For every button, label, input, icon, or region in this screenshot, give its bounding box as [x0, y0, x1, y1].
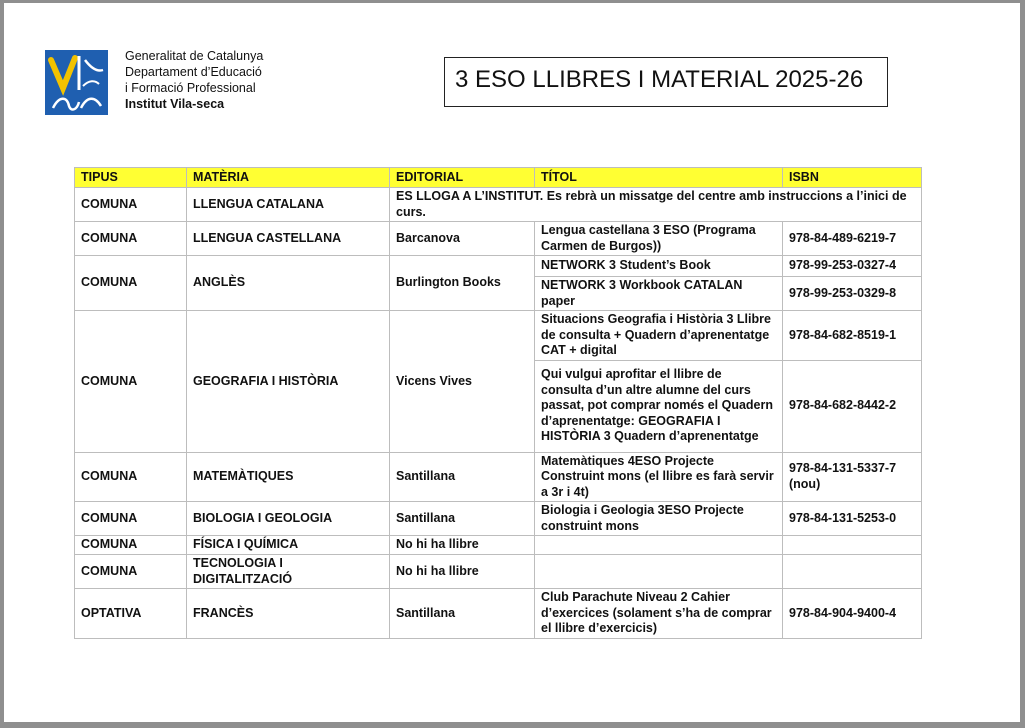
cell-materia: TECNOLOGIA I DIGITALITZACIÓ	[187, 555, 390, 589]
cell-editorial: Burlington Books	[390, 256, 535, 311]
cell-tipus: COMUNA	[75, 555, 187, 589]
column-header-materia: MATÈRIA	[187, 168, 390, 188]
cell-isbn	[783, 536, 922, 555]
cell-isbn: 978-99-253-0327-4	[783, 256, 922, 277]
cell-isbn: 978-84-131-5253-0	[783, 502, 922, 536]
table-row	[75, 311, 922, 361]
cell-titol: Matemàtiques 4ESO Projecte Construint mons (el llibre es farà servir a 3r i 4t)	[535, 452, 783, 502]
cell-isbn: 978-84-489-6219-7	[783, 222, 922, 256]
cell-isbn: 978-84-682-8442-2	[783, 360, 922, 452]
cell-materia: FRANCÈS	[187, 589, 390, 639]
column-header-isbn: ISBN	[783, 168, 922, 188]
vila-seca-logo-icon	[45, 50, 108, 115]
cell-isbn: 978-84-682-8519-1	[783, 311, 922, 361]
cell-titol: Biologia i Geologia 3ESO Projecte construint mons	[535, 502, 783, 536]
column-header-tipus: TIPUS	[75, 168, 187, 188]
cell-editorial: Santillana	[390, 589, 535, 639]
document-title: 3 ESO LLIBRES I MATERIAL 2025-26	[455, 66, 864, 93]
cell-tipus: COMUNA	[75, 536, 187, 555]
cell-titol: Situacions Geografia i Història 3 Llibre de consulta + Quadern d’aprenentatge CAT + digital	[535, 311, 783, 361]
cell-isbn: 978-84-131-5337-7 (nou)	[783, 452, 922, 502]
cell-isbn	[783, 555, 922, 589]
organization-block	[125, 48, 263, 112]
table-row	[75, 536, 922, 555]
cell-tipus: COMUNA	[75, 311, 187, 453]
cell-tipus: COMUNA	[75, 222, 187, 256]
cell-titol: Qui vulgui aprofitar el llibre de consulta d’un altre alumne del curs passat, pot comprar només el Quadern d’aprenentatge: GEOGRAFIA I HISTÒRIA 3 Quadern d’aprenentatge	[535, 360, 783, 452]
cell-tipus: COMUNA	[75, 188, 187, 222]
org-line-institut: Institut Vila-seca	[125, 97, 225, 111]
cell-materia: FÍSICA I QUÍMICA	[187, 536, 390, 555]
table-row	[75, 256, 922, 277]
cell-isbn: 978-84-904-9400-4	[783, 589, 922, 639]
cell-titol: Club Parachute Niveau 2 Cahier d’exercices (solament s’ha de comprar el llibre d’exercicis)	[535, 589, 783, 639]
cell-tipus: COMUNA	[75, 452, 187, 502]
org-line-formacio: i Formació Professional	[125, 81, 256, 95]
cell-materia: LLENGUA CATALANA	[187, 188, 390, 222]
cell-titol	[535, 555, 783, 589]
cell-editorial: No hi ha llibre	[390, 555, 535, 589]
institut-logo-icon	[45, 50, 108, 115]
table-row	[75, 555, 922, 589]
cell-materia: GEOGRAFIA I HISTÒRIA	[187, 311, 390, 453]
org-line-generalitat: Generalitat de Catalunya	[125, 49, 264, 63]
table-row	[75, 222, 922, 256]
books-table	[74, 167, 922, 639]
cell-materia: BIOLOGIA I GEOLOGIA	[187, 502, 390, 536]
cell-titol	[535, 536, 783, 555]
table-row	[75, 188, 922, 222]
table-row	[75, 589, 922, 639]
column-header-editorial: EDITORIAL	[390, 168, 535, 188]
cell-note: ES LLOGA A L’INSTITUT. Es rebrà un missatge del centre amb instruccions a l’inici de curs.	[390, 188, 922, 222]
table-header-row	[75, 168, 922, 188]
cell-editorial: Vicens Vives	[390, 311, 535, 453]
cell-editorial: Barcanova	[390, 222, 535, 256]
cell-titol: NETWORK 3 Workbook CATALAN paper	[535, 277, 783, 311]
cell-titol: NETWORK 3 Student’s Book	[535, 256, 783, 277]
cell-materia: MATEMÀTIQUES	[187, 452, 390, 502]
cell-tipus: OPTATIVA	[75, 589, 187, 639]
table-row	[75, 452, 922, 502]
cell-tipus: COMUNA	[75, 256, 187, 311]
column-header-titol: TÍTOL	[535, 168, 783, 188]
cell-titol: Lengua castellana 3 ESO (Programa Carmen de Burgos))	[535, 222, 783, 256]
cell-editorial: Santillana	[390, 452, 535, 502]
cell-materia: LLENGUA CASTELLANA	[187, 222, 390, 256]
cell-materia: ANGLÈS	[187, 256, 390, 311]
cell-tipus: COMUNA	[75, 502, 187, 536]
table-row	[75, 502, 922, 536]
cell-editorial: No hi ha llibre	[390, 536, 535, 555]
cell-isbn: 978-99-253-0329-8	[783, 277, 922, 311]
document-page	[4, 3, 1020, 722]
org-line-departament: Departament d’Educació	[125, 65, 262, 79]
cell-editorial: Santillana	[390, 502, 535, 536]
document-title-box	[444, 57, 888, 107]
